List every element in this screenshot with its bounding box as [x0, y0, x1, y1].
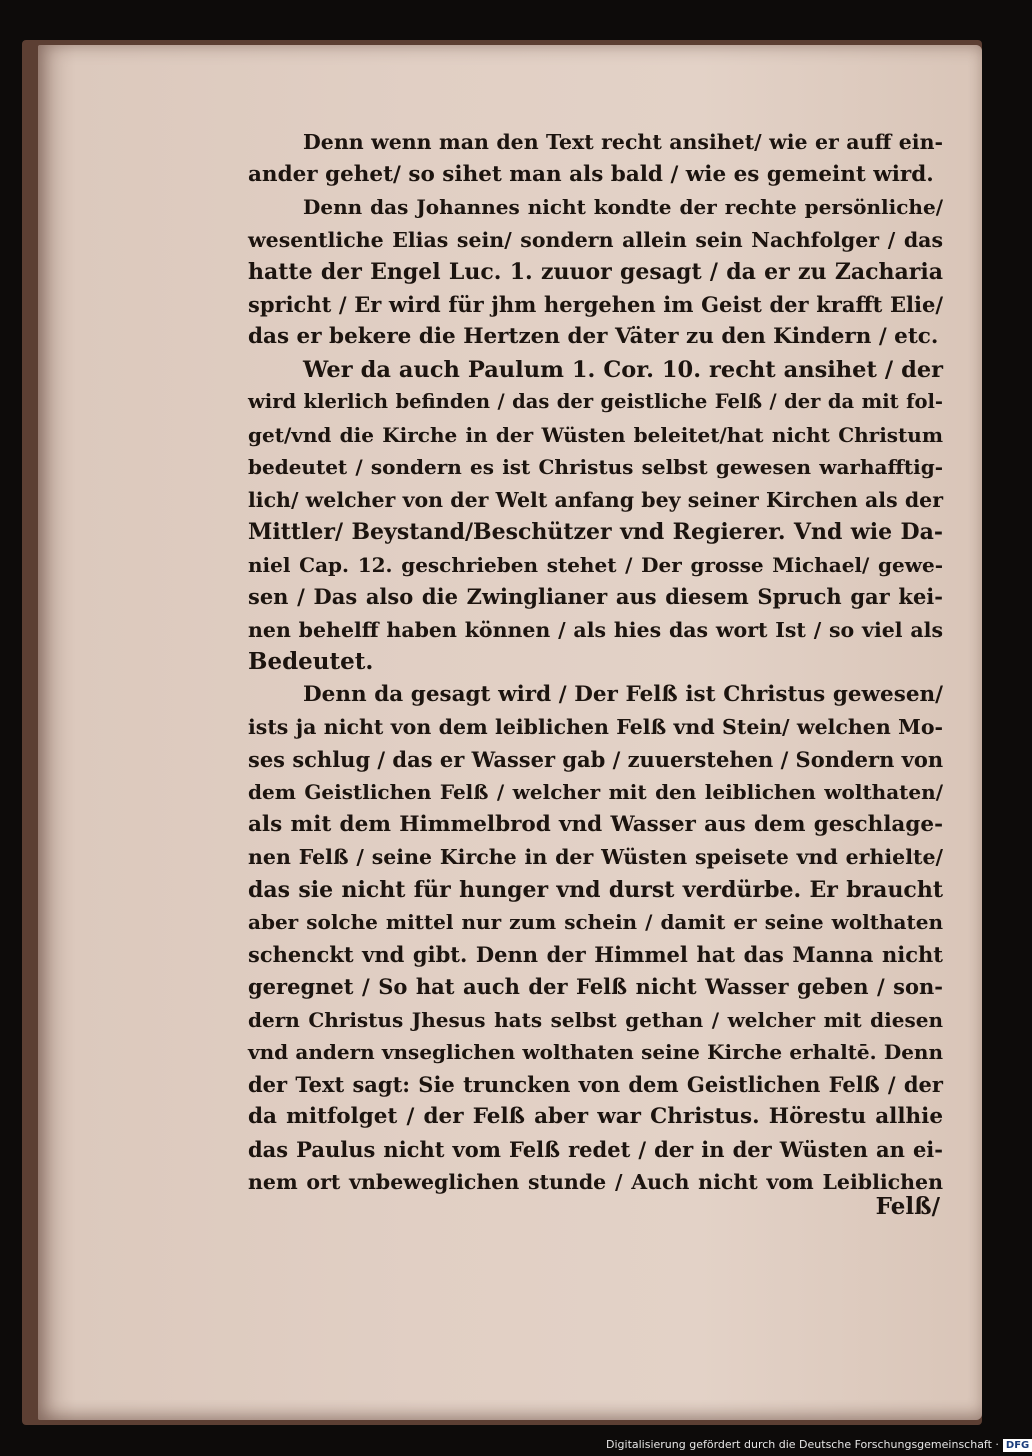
text-line: schenckt vnd gibt. Denn der Himmel hat das Manna nicht: [248, 941, 943, 967]
text-line: der Text sagt: Sie truncken von dem Geistlichen Felß / der: [248, 1071, 943, 1097]
text-line: geregnet / So hat auch der Felß nicht Wasser geben / son-: [248, 974, 943, 999]
text-line: ses schlug / das er Wasser gab / zuuerstehen / Sondern von: [248, 746, 944, 772]
text-line: ander gehet/ so sihet man als bald / wie es gemeint wird.: [248, 161, 934, 187]
text-line: spricht / Er wird für jhm hergehen im Geist der krafft Elie/: [248, 291, 943, 317]
credit-text: Digitalisierung gefördert durch die Deutsche Forschungsgemeinschaft ·: [606, 1438, 999, 1451]
text-line: ists ja nicht von dem leiblichen Felß vnd Stein/ welchen Mo-: [248, 715, 943, 739]
text-line: Wer da auch Paulum 1. Cor. 10. recht ansihet / der: [303, 356, 943, 383]
text-line: dem Geistlichen Felß / welcher mit den leiblichen wolthaten/: [248, 780, 943, 804]
text-line: lich/ welcher von der Welt anfang bey seiner Kirchen als der: [248, 487, 943, 512]
text-line: als mit dem Himmelbrod vnd Wasser aus dem geschlage-: [248, 811, 943, 837]
text-line: get/vnd die Kirche in der Wüsten beleitet/hat nicht Christum: [248, 422, 943, 447]
digitization-credit: [606, 1436, 1032, 1454]
text-line: Bedeutet.: [248, 648, 374, 675]
text-line: wesentliche Elias sein/ sondern allein sein Nachfolger / das: [248, 227, 943, 252]
text-line: nem ort vnbeweglichen stunde / Auch nicht vom Leiblichen: [248, 1170, 943, 1194]
text-line: vnd andern vnseglichen wolthaten seine Kirche erhaltē. Denn: [248, 1040, 943, 1064]
text-line: nen Felß / seine Kirche in der Wüsten speisete vnd erhielte/: [248, 845, 943, 869]
text-line: aber solche mittel nur zum schein / damit er seine wolthaten: [248, 910, 943, 934]
text-line: Denn das Johannes nicht kondte der rechte persönliche/: [303, 195, 943, 219]
text-line: Denn da gesagt wird / Der Felß ist Christus gewesen/: [303, 681, 943, 707]
text-line: da mitfolget / der Felß aber war Christus. Hörestu allhie: [248, 1104, 943, 1129]
text-line: das sie nicht für hunger vnd durst verdürbe. Er braucht: [248, 876, 943, 903]
text-line: das er bekere die Hertzen der Väter zu den Kindern / etc.: [248, 324, 939, 349]
text-line: hatte der Engel Luc. 1. zuuor gesagt / da er zu Zacharia: [248, 259, 943, 285]
text-line: nen behelff haben können / als hies das wort Ist / so viel als: [248, 617, 943, 642]
text-line: niel Cap. 12. geschrieben stehet / Der grosse Michael/ gewe-: [248, 552, 943, 577]
text-line: sen / Das also die Zwinglianer aus diesem Spruch gar kei-: [248, 584, 943, 609]
text-line: Mittler/ Beystand/Beschützer vnd Regierer. Vnd wie Da-: [248, 519, 943, 545]
text-line: wird klerlich befinden / das der geistliche Felß / der da mit fol-: [248, 390, 943, 413]
catchword: Felß/: [875, 1193, 940, 1220]
text-line: bedeutet / sondern es ist Christus selbst gewesen warhafftig-: [248, 455, 943, 479]
text-line: dern Christus Jhesus hats selbst gethan / welcher mit diesen: [248, 1007, 943, 1032]
page-text: [248, 126, 943, 1199]
text-line: das Paulus nicht vom Felß redet / der in der Wüsten an ei-: [248, 1136, 943, 1162]
text-line: Denn wenn man den Text recht ansihet/ wie er auff ein-: [303, 130, 943, 154]
dfg-logo: DFG: [1003, 1439, 1032, 1452]
